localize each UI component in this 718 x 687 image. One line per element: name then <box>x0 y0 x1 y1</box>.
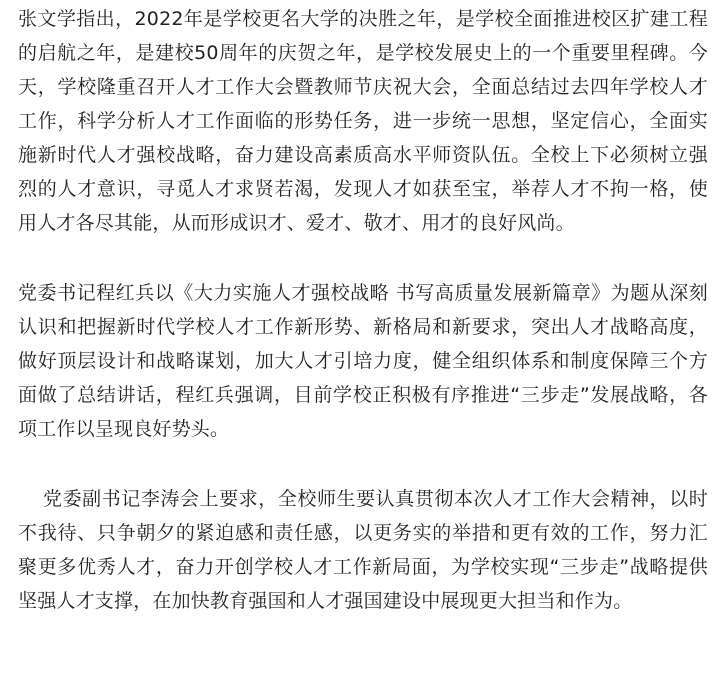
paragraph-cheng-hongbing-speech: 党委书记程红兵以《大力实施人才强校战略 书写高质量发展新篇章》为题从深刻认识和把握新时代学校人才工作新形势、新格局和新要求，突出人才战略高度，做好顶层设计和战略谋划，加大人才引培力度，健全组织体系和制度保障三个方面做了总结讲话，程红兵强调，目前学校正积极有序推进“三步走”发展战略，各项工作以呈现良好势头。 <box>18 282 708 440</box>
paragraph-li-tao-requirements: 党委副书记李涛会上要求，全校师生要认真贯彻本次人才工作大会精神，以时不我待、只争朝夕的紧迫感和责任感，以更务实的举措和更有效的工作，努力汇聚更多优秀人才，奋力开创学校人才工作新局面，为学校实现“三步走”战略提供坚强人才支撑，在加快教育强国和人才强国建设中展现更大担当和作为。 <box>18 488 708 612</box>
article-body <box>18 0 708 618</box>
paragraph-zhang-wenxue-remarks: 张文学指出，2022年是学校更名大学的决胜之年，是学校全面推进校区扩建工程的启航之年，是建校50周年的庆贺之年，是学校发展史上的一个重要里程碑。今天，学校隆重召开人才工作大会暨教师节庆祝大会，全面总结过去四年学校人才工作，科学分析人才工作面临的形势任务，进一步统一思想，坚定信心，全面实施新时代人才强校战略，奋力建设高素质高水平师资队伍。全校上下必须树立强烈的人才意识，寻觅人才求贤若渴，发现人才如获至宝，举荐人才不拘一格，使用人才各尽其能，从而形成识才、爱才、敬才、用才的良好风尚。 <box>18 8 708 234</box>
